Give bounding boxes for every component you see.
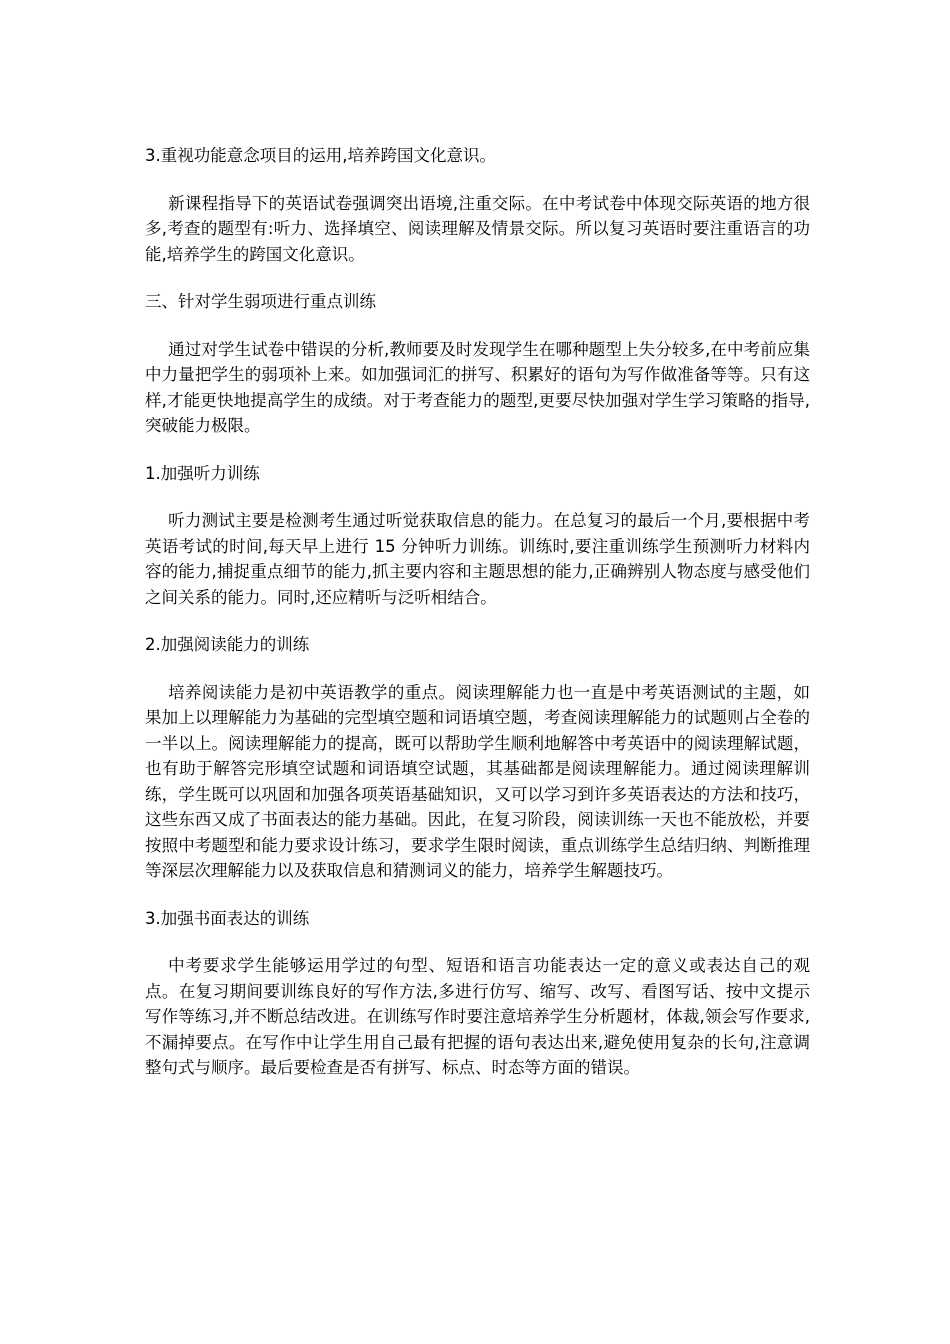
paragraph-reading: 培养阅读能力是初中英语教学的重点。阅读理解能力也一直是中考英语测试的主题，如果加上以理解能力为基础的完型填空题和词语填空题，考查阅读理解能力的试题则占全卷的一半以上。阅读理解能力的提高，既可以帮助学生顺利地解答中考英语中的阅读理解试题，也有助于解答完形填空试题和词语填空试题，其基础都是阅读理解能力。通过阅读理解训练，学生既可以巩固和加强各项英语基础知识，又可以学习到许多英语表达的方法和技巧，这些东西又成了书面表达的能力基础。因此，在复习阶段，阅读训练一天也不能放松，并要按照中考题型和能力要求设计练习，要求学生限时阅读，重点训练学生总结归纳、判断推理等深层次理解能力以及获取信息和猜测词义的能力，培养学生解题技巧。 (145, 682, 810, 880)
paragraph-communication: 新课程指导下的英语试卷强调突出语境,注重交际。在中考试卷中体现交际英语的地方很多,考查的题型有:听力、选择填空、阅读理解及情景交际。所以复习英语时要注重语言的功能,培养学生的跨国文化意识。 (145, 193, 810, 264)
paragraph-listening: 听力测试主要是检测考生通过听觉获取信息的能力。在总复习的最后一个月,要根据中考英语考试的时间,每天早上进行 15 分钟听力训练。训练时,要注重训练学生预测听力材料内容的能力,捕捉重点细节的能力,抓主要内容和主题思想的能力,正确辨别人物态度与感受他们之间关系的能力。同时,还应精听与泛听相结合。 (145, 511, 810, 607)
paragraph-weak-areas: 通过对学生试卷中错误的分析,教师要及时发现学生在哪种题型上失分较多,在中考前应集中力量把学生的弱项补上来。如加强词汇的拼写、积累好的语句为写作做准备等等。只有这样,才能更快地提高学生的成绩。对于考查能力的题型,更要尽快加强对学生学习策略的指导,突破能力极限。 (145, 339, 810, 435)
section-heading-functional-notions: 3.重视功能意念项目的运用,培养跨国文化意识。 (145, 146, 496, 165)
document-page (145, 143, 810, 1103)
section-heading-listening: 1.加强听力训练 (145, 463, 260, 483)
paragraph-writing: 中考要求学生能够运用学过的句型、短语和语言功能表达一定的意义或表达自己的观点。在复习期间要训练良好的写作方法,多进行仿写、缩写、改写、看图写话、按中文提示写作等练习,并不断总结改进。在训练写作时要注意培养学生分析题材，体裁,领会写作要求,不漏掉要点。在写作中让学生用自己最有把握的语句表达出来,避免使用复杂的长句,注意调整句式与顺序。最后要检查是否有拼写、标点、时态等方面的错误。 (145, 956, 810, 1077)
section-heading-writing: 3.加强书面表达的训练 (145, 908, 310, 928)
section-heading-weak-areas: 三、针对学生弱项进行重点训练 (145, 292, 376, 311)
section-heading-reading: 2.加强阅读能力的训练 (145, 635, 310, 654)
